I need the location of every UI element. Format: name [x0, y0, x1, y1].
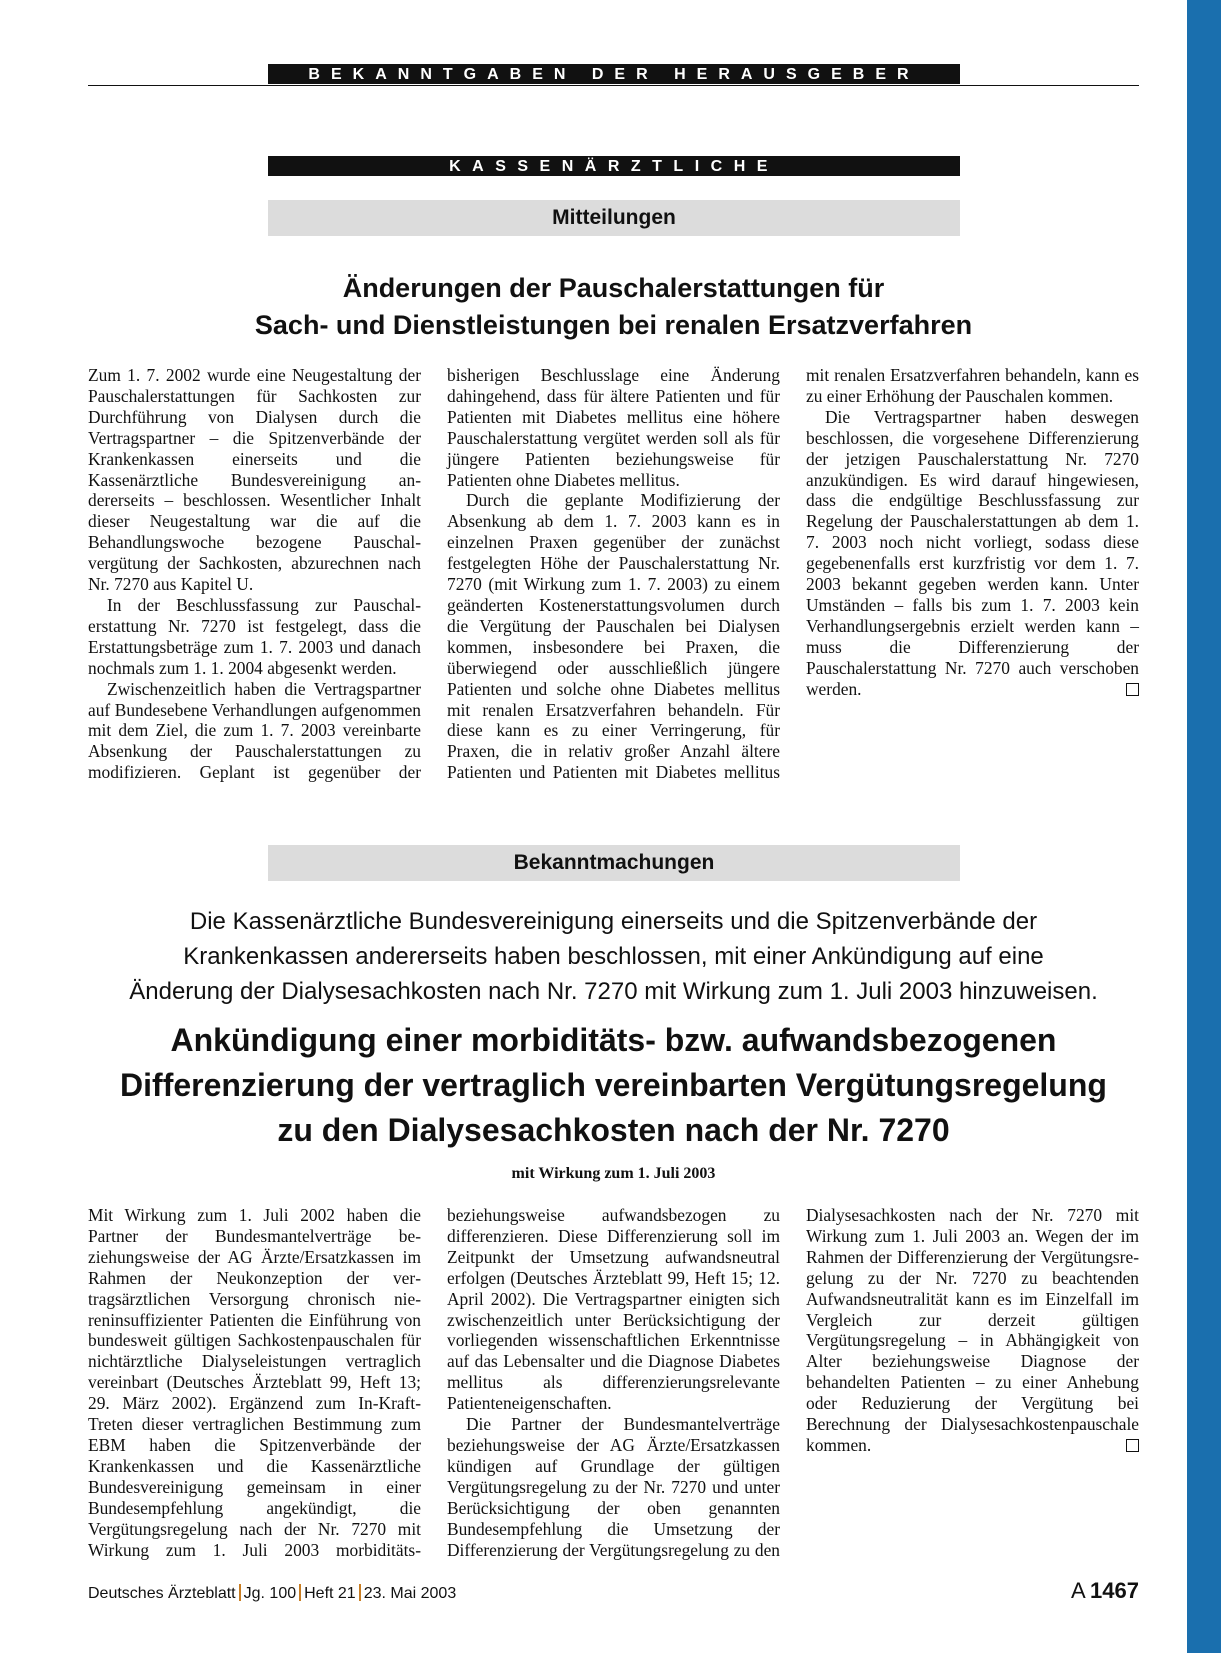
bekanntmachungen-subtitle: mit Wirkung zum 1. Juli 2003 — [511, 1165, 716, 1182]
bekanntmachungen-title-line: Ankündigung einer morbiditäts- bzw. aufwandsbezogenen — [170, 1022, 1057, 1058]
end-of-article-icon — [1126, 683, 1139, 696]
paragraph-text: Die Vertragspartner haben deswegen beschlossen, die vorgesehene Differenzierung der jetzigen Pauschalerstattung Nr. 7270 anzukündigen. Es wird darauf hingewiesen, dass die endgültige Beschlussfassung zur Regelung der Pauschalerstattungen ab dem 1. 7. 2003 noch nicht vorliegt, sodass diese gegebenenfalls erst kurzfristig vor dem 1. 7. 2003 bekannt gegeben werden kann. Unter Umständen – falls bis zum 1. 7. 2003 kein Verhandlungsergebnis erzielt werden kann – muss die Differenzierung der Pauschalerstattung Nr. 7270 auch verschoben werden. — [806, 406, 1139, 699]
body-paragraph: Mit Wirkung zum 1. Juli 2002 haben die Partner der Bundesmantelverträge beziehungsweise der AG Ärzte/Ersatzkassen im Rahmen der Neukonzeption der vertragsärztlichen Versorgung chronisch niereninsuffizienter Patienten die Einführung von bundesweit gültigen Sachkostenpauschalen für nichtärztliche Dialyseleistungen vertraglich vereinbart (Deutsches Ärzteblatt 99, Heft 13; 29. März 2002). Ergänzend zum In-Kraft-Treten dieser vertraglichen Bestimmung zum EBM haben die Spitzenverbände der Krankenkassen und die Kassenärztliche Bundesvereinigung gemeinsam in einer Bundesempfehlung angekündigt, die Vergütungsregelung nach der Nr. 7270 mit Wirkung zum 1. Juli 2003 morbiditäts- beziehungsweise aufwandsbezogen zu differenzieren. Diese Differenzierung soll im Zeitpunkt der Umsetzung aufwandsneutral erfolgen (Deutsches Ärzteblatt 99, Heft 15; 12. April 2002). Die Vertragspartner einigten sich zwischenzeitlich unter Berücksichtigung der vorliegenden wissenschaftlichen Erkenntnisse auf das Lebensalter und die Diagnose Diabetes mellitus als differenzierungsrelevante Patienteneigenschaften. — [88, 1205, 780, 1560]
journal-date: 23. Mai 2003 — [363, 1585, 457, 1602]
bekanntmachungen-title-line: zu den Dialysesachkosten nach der Nr. 7270 — [277, 1112, 950, 1148]
page-prefix: A — [1070, 1578, 1086, 1603]
body-paragraph: In der Beschlussfassung zur Pauschalerstattung Nr. 7270 ist festgelegt, dass die Erstattungsbeträge zum 1. 7. 2003 und danach nochmals zum 1. 1. 2004 abgesenkt werden. — [88, 594, 421, 678]
mitteilungen-heading: Mitteilungen — [268, 200, 960, 236]
footer-separator — [299, 1584, 301, 1601]
end-of-article-icon — [1126, 1439, 1139, 1452]
page-number-value: 1467 — [1090, 1578, 1139, 1603]
bekanntmachungen-heading: Bekanntmachungen — [268, 845, 960, 881]
body-paragraph: Zum 1. 7. 2002 wurde eine Neugestaltung der Pauschalerstattungen für Sachkosten zur Durchführung von Dialysen durch die Vertragspartner – die Spitzenverbände der Krankenkassen einerseits und die Kassenärztliche Bundesvereinigung andererseits – beschlossen. Wesentlicher Inhalt dieser Neugestaltung war die auf die Behandlungswoche bezogene Pauschalvergütung der Sachkosten, abzurechnen nach Nr. 7270 aus Kapitel U. — [88, 365, 421, 595]
bekanntmachungen-body — [88, 1205, 1139, 1563]
body-paragraph: Durch die geplante Modifizierung der Absenkung ab dem 1. 7. 2003 kann es in einzelnen Praxen gegenüber der zunächst festgelegten Höhe der Pauschalerstattung Nr. 7270 (mit Wirkung zum 1. 7. 2003) zu einem geänderten Kostenerstattungsvolumen durch die Vergütung der Pauschalen bei Dialysen kommen, insbesondere bei Praxen, die überwiegend oder ausschließlich jüngere Patienten und solche ohne Diabetes mellitus mit renalen Ersatzverfahren behandeln. Für diese kann es zu einer Verringerung, für Praxen, die in relativ großer Anzahl ältere Patienten und Patienten mit Diabetes mellitus mit renalen Ersatzverfahren behandeln, kann es zu einer Erhöhung der Pauschalen kommen. — [447, 365, 1139, 783]
intro-line: Änderung der Dialysesachkosten nach Nr. 7270 mit Wirkung zum 1. Juli 2003 hinzuweisen. — [129, 978, 1098, 1005]
body-paragraph: Zwischenzeitlich haben die Vertragspartner auf Bundesebene Verhandlungen aufgenommen mit dem Ziel, die zum 1. 7. 2003 vereinbarte Absenkung der Pauschalerstattungen zu modifizieren. Geplant ist gegenüber der bisherigen Beschlusslage eine Änderung dahingehend, dass für ältere Patienten und für Patienten mit Diabetes mellitus eine höhere Pauschalerstattung vergütet werden soll als für jüngere Patienten beziehungsweise für Patienten ohne Diabetes mellitus. — [88, 365, 780, 783]
bekanntmachungen-title-line: Differenzierung der vertraglich vereinbarten Vergütungsregelung — [120, 1067, 1107, 1103]
mitteilungen-title — [88, 270, 1139, 344]
mitteilungen-body — [88, 365, 1139, 795]
page-number — [1071, 1576, 1139, 1606]
mitteilungen-title-line: Änderungen der Pauschalerstattungen für — [342, 273, 885, 303]
intro-line: Die Kassenärztliche Bundesvereinigung einerseits und die Spitzenverbände der — [189, 908, 1038, 935]
body-paragraph — [806, 407, 1139, 700]
footer-separator — [239, 1584, 241, 1601]
journal-volume: Jg. 100 — [243, 1585, 297, 1602]
page-edge-color-bar — [1187, 0, 1221, 1653]
section-band: BEKANNTGABEN DER HERAUSGEBER — [268, 64, 960, 84]
footer-separator — [359, 1584, 361, 1601]
organization-band: KASSENÄRZTLICHE BUNDESVEREINIGUNG — [268, 156, 960, 176]
journal-name: Deutsches Ärzteblatt — [88, 1585, 236, 1602]
mitteilungen-title-line: Sach- und Dienstleistungen bei renalen Ersatzverfahren — [254, 310, 973, 340]
intro-line: Krankenkassen andererseits haben beschlossen, mit einer Ankündigung auf eine — [183, 943, 1044, 970]
bekanntmachungen-title — [88, 1018, 1139, 1153]
journal-issue: Heft 21 — [304, 1585, 356, 1602]
footer-citation — [88, 1582, 456, 1606]
header-rule — [88, 85, 1139, 86]
paragraph-text: Die Partner der Bundesmantelverträge beziehungsweise der AG Ärzte/Ersatzkassen kündigen auf Grundlage der gültigen Vergütungsregelung zu der Nr. 7270 und unter Berücksichtigung der oben genannten Bundesempfehlung die Umsetzung der Differenzierung der Vergütungsregelung zu den Dialysesachkosten nach der Nr. 7270 mit Wirkung zum 1. Juli 2003 an. Wegen der im Rahmen der Differenzierung der Vergütungsregelung zu der Nr. 7270 zu beachtenden Aufwandsneutralität kann es im Einzelfall im Vergleich zur derzeit gültigen Vergütungsregelung – in Abhängigkeit von Alter beziehungsweise Diagnose der behandelten Patienten – zu einer Anhebung oder Reduzierung der Vergütung bei Berechnung der Dialysesachkostenpauschale kommen. — [447, 1205, 1139, 1560]
bekanntmachungen-intro — [88, 904, 1139, 1009]
